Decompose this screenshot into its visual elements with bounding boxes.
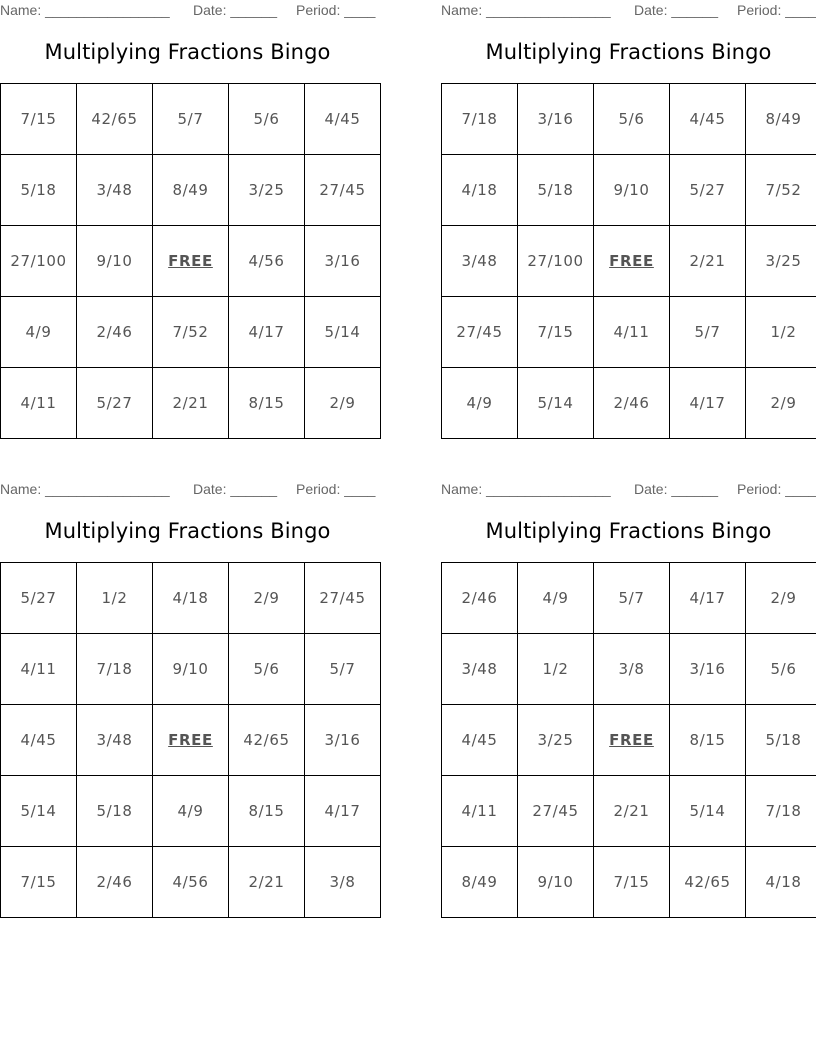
- card-title: Multiplying Fractions Bingo: [44, 40, 331, 64]
- bingo-cell: 27/45: [305, 155, 381, 226]
- free-space: FREE: [153, 226, 229, 297]
- bingo-cell: 4/9: [518, 563, 594, 634]
- bingo-grid: [441, 83, 816, 439]
- bingo-cell: 7/15: [594, 847, 670, 918]
- bingo-row: [442, 563, 816, 634]
- card-title: Multiplying Fractions Bingo: [485, 519, 772, 543]
- name-field: Name: ________________: [0, 2, 170, 18]
- bingo-cell: 5/6: [746, 634, 816, 705]
- bingo-cell: 5/18: [518, 155, 594, 226]
- bingo-cell: 3/48: [442, 226, 518, 297]
- bingo-cell: 2/9: [746, 368, 816, 439]
- bingo-cell: 4/17: [229, 297, 305, 368]
- bingo-row: [442, 634, 816, 705]
- period-field: Period: ____: [737, 481, 816, 497]
- bingo-cell: 3/16: [518, 84, 594, 155]
- date-field: Date: ______: [634, 481, 719, 497]
- period-field: Period: ____: [296, 481, 376, 497]
- bingo-cell: 42/65: [77, 84, 153, 155]
- bingo-cell: 7/52: [153, 297, 229, 368]
- bingo-cell: 8/15: [229, 368, 305, 439]
- bingo-cell: 8/15: [670, 705, 746, 776]
- bingo-row: [1, 563, 381, 634]
- bingo-cell: 4/56: [153, 847, 229, 918]
- bingo-cell: 27/45: [442, 297, 518, 368]
- period-field: Period: ____: [737, 2, 816, 18]
- bingo-row: [1, 155, 381, 226]
- bingo-cell: 27/100: [1, 226, 77, 297]
- bingo-cell: 3/25: [518, 705, 594, 776]
- bingo-cell: 8/15: [229, 776, 305, 847]
- bingo-cell: 5/7: [670, 297, 746, 368]
- bingo-cell: 4/18: [153, 563, 229, 634]
- bingo-row: [442, 226, 816, 297]
- bingo-card-2: [441, 0, 816, 412]
- bingo-cell: 27/45: [518, 776, 594, 847]
- bingo-cell: 4/45: [305, 84, 381, 155]
- bingo-cell: 2/21: [229, 847, 305, 918]
- bingo-cell: 2/21: [153, 368, 229, 439]
- bingo-cell: 4/45: [1, 705, 77, 776]
- bingo-cell: 3/48: [77, 155, 153, 226]
- bingo-cell: 5/27: [1, 563, 77, 634]
- bingo-cell: 5/27: [77, 368, 153, 439]
- bingo-cell: 27/45: [305, 563, 381, 634]
- bingo-cell: 5/14: [1, 776, 77, 847]
- bingo-cell: 2/46: [594, 368, 670, 439]
- student-info-line: [441, 0, 816, 20]
- name-field: Name: ________________: [441, 2, 611, 18]
- bingo-cell: 8/49: [442, 847, 518, 918]
- student-info-line: [0, 0, 376, 20]
- period-field: Period: ____: [296, 2, 376, 18]
- bingo-cell: 1/2: [518, 634, 594, 705]
- bingo-cell: 5/6: [229, 634, 305, 705]
- bingo-cell: 5/6: [229, 84, 305, 155]
- bingo-row: [1, 297, 381, 368]
- bingo-cell: 5/6: [594, 84, 670, 155]
- bingo-cell: 4/17: [305, 776, 381, 847]
- bingo-cell: 2/21: [594, 776, 670, 847]
- bingo-row: [1, 84, 381, 155]
- bingo-cell: 5/18: [1, 155, 77, 226]
- bingo-grid: [0, 83, 381, 439]
- bingo-cell: 5/14: [670, 776, 746, 847]
- bingo-cell: 4/9: [153, 776, 229, 847]
- bingo-cell: 8/49: [746, 84, 816, 155]
- name-field: Name: ________________: [0, 481, 170, 497]
- bingo-cell: 9/10: [153, 634, 229, 705]
- bingo-row: [442, 705, 816, 776]
- bingo-cell: 4/11: [1, 634, 77, 705]
- bingo-cell: 4/17: [670, 563, 746, 634]
- bingo-cell: 9/10: [594, 155, 670, 226]
- bingo-cell: 1/2: [77, 563, 153, 634]
- bingo-cell: 4/11: [594, 297, 670, 368]
- bingo-cell: 3/25: [746, 226, 816, 297]
- bingo-cell: 2/9: [229, 563, 305, 634]
- bingo-cell: 7/18: [746, 776, 816, 847]
- bingo-row: [442, 297, 816, 368]
- bingo-cell: 42/65: [229, 705, 305, 776]
- bingo-grid: [0, 562, 381, 918]
- bingo-cell: 4/11: [1, 368, 77, 439]
- date-field: Date: ______: [634, 2, 719, 18]
- date-field: Date: ______: [193, 481, 278, 497]
- free-space: FREE: [594, 226, 670, 297]
- bingo-cell: 3/8: [594, 634, 670, 705]
- bingo-cell: 4/45: [442, 705, 518, 776]
- bingo-cell: 7/15: [518, 297, 594, 368]
- student-info-line: [441, 479, 816, 499]
- bingo-cell: 4/17: [670, 368, 746, 439]
- bingo-cell: 42/65: [670, 847, 746, 918]
- bingo-cell: 5/7: [594, 563, 670, 634]
- bingo-cell: 2/21: [670, 226, 746, 297]
- bingo-card-3: [0, 479, 376, 891]
- bingo-cell: 4/18: [746, 847, 816, 918]
- bingo-cell: 9/10: [518, 847, 594, 918]
- bingo-cell: 7/15: [1, 84, 77, 155]
- bingo-cell: 5/7: [153, 84, 229, 155]
- bingo-cell: 2/9: [305, 368, 381, 439]
- bingo-cell: 4/18: [442, 155, 518, 226]
- name-field: Name: ________________: [441, 481, 611, 497]
- bingo-cell: 4/11: [442, 776, 518, 847]
- bingo-cell: 4/56: [229, 226, 305, 297]
- bingo-row: [442, 84, 816, 155]
- bingo-cell: 4/45: [670, 84, 746, 155]
- bingo-cell: 5/14: [305, 297, 381, 368]
- bingo-cell: 3/16: [670, 634, 746, 705]
- bingo-row: [1, 776, 381, 847]
- date-field: Date: ______: [193, 2, 278, 18]
- bingo-cell: 7/52: [746, 155, 816, 226]
- bingo-cell: 5/7: [305, 634, 381, 705]
- bingo-cell: 1/2: [746, 297, 816, 368]
- bingo-row: [442, 155, 816, 226]
- bingo-cell: 9/10: [77, 226, 153, 297]
- bingo-cell: 3/25: [229, 155, 305, 226]
- bingo-row: [442, 847, 816, 918]
- bingo-cell: 4/9: [1, 297, 77, 368]
- bingo-cell: 5/27: [670, 155, 746, 226]
- card-title: Multiplying Fractions Bingo: [485, 40, 772, 64]
- bingo-row: [1, 847, 381, 918]
- bingo-row: [1, 368, 381, 439]
- bingo-cell: 3/48: [77, 705, 153, 776]
- bingo-cell: 2/46: [77, 297, 153, 368]
- bingo-cell: 27/100: [518, 226, 594, 297]
- bingo-cell: 3/16: [305, 705, 381, 776]
- bingo-row: [1, 226, 381, 297]
- bingo-row: [442, 776, 816, 847]
- bingo-cell: 5/18: [746, 705, 816, 776]
- bingo-card-1: [0, 0, 376, 412]
- bingo-card-4: [441, 479, 816, 891]
- bingo-row: [1, 634, 381, 705]
- student-info-line: [0, 479, 376, 499]
- bingo-cell: 3/8: [305, 847, 381, 918]
- bingo-row: [1, 705, 381, 776]
- bingo-cell: 7/18: [77, 634, 153, 705]
- bingo-cell: 3/48: [442, 634, 518, 705]
- bingo-cell: 7/15: [1, 847, 77, 918]
- bingo-cell: 2/9: [746, 563, 816, 634]
- bingo-cell: 4/9: [442, 368, 518, 439]
- bingo-cell: 8/49: [153, 155, 229, 226]
- bingo-cell: 2/46: [77, 847, 153, 918]
- bingo-grid: [441, 562, 816, 918]
- bingo-cell: 3/16: [305, 226, 381, 297]
- bingo-cell: 2/46: [442, 563, 518, 634]
- bingo-cell: 7/18: [442, 84, 518, 155]
- bingo-row: [442, 368, 816, 439]
- bingo-cell: 5/18: [77, 776, 153, 847]
- bingo-cell: 5/14: [518, 368, 594, 439]
- free-space: FREE: [594, 705, 670, 776]
- free-space: FREE: [153, 705, 229, 776]
- card-title: Multiplying Fractions Bingo: [44, 519, 331, 543]
